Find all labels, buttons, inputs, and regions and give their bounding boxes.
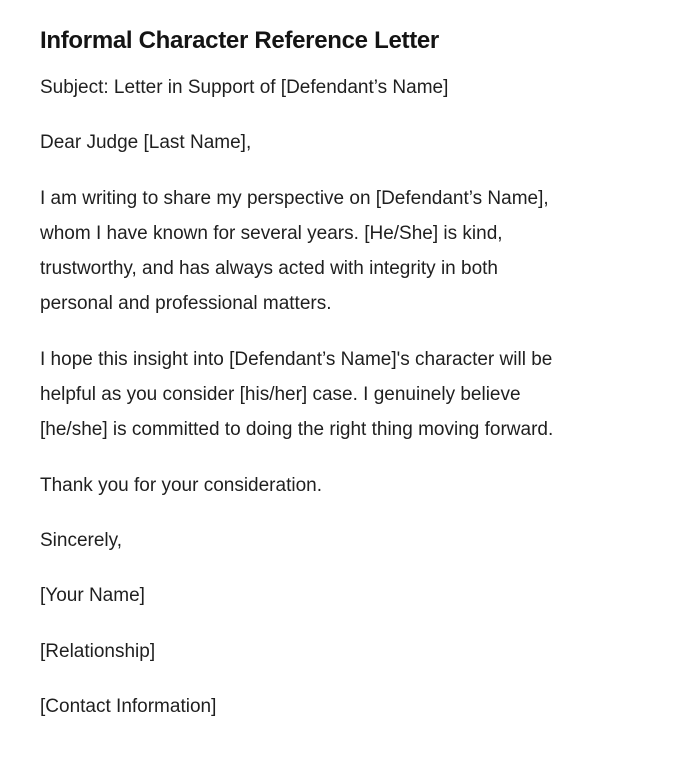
letter-title: Informal Character Reference Letter — [40, 27, 439, 54]
signature-contact: [Contact Information] — [40, 695, 217, 717]
signature-relationship: [Relationship] — [40, 640, 156, 662]
letter-body-paragraph-1: I am writing to share my perspective on [Defendant’s Name], whom I have known for several years. [He/She] is kind, trustworthy, and has always acted with integrity in both personal and professional matters. — [40, 187, 549, 315]
letter-salutation: Dear Judge [Last Name], — [40, 132, 252, 154]
letter-closing: Sincerely, — [40, 529, 123, 551]
signature-name: [Your Name] — [40, 585, 145, 607]
letter-subject: Subject: Letter in Support of [Defendant’s Name] — [40, 77, 449, 98]
letter-thanks: Thank you for your consideration. — [40, 474, 322, 496]
letter-body-paragraph-2: I hope this insight into [Defendant’s Name]'s character will be helpful as you consider [his/her] case. I genuinely believe [he/she] is committed to doing the right thing moving forward. — [40, 348, 554, 441]
